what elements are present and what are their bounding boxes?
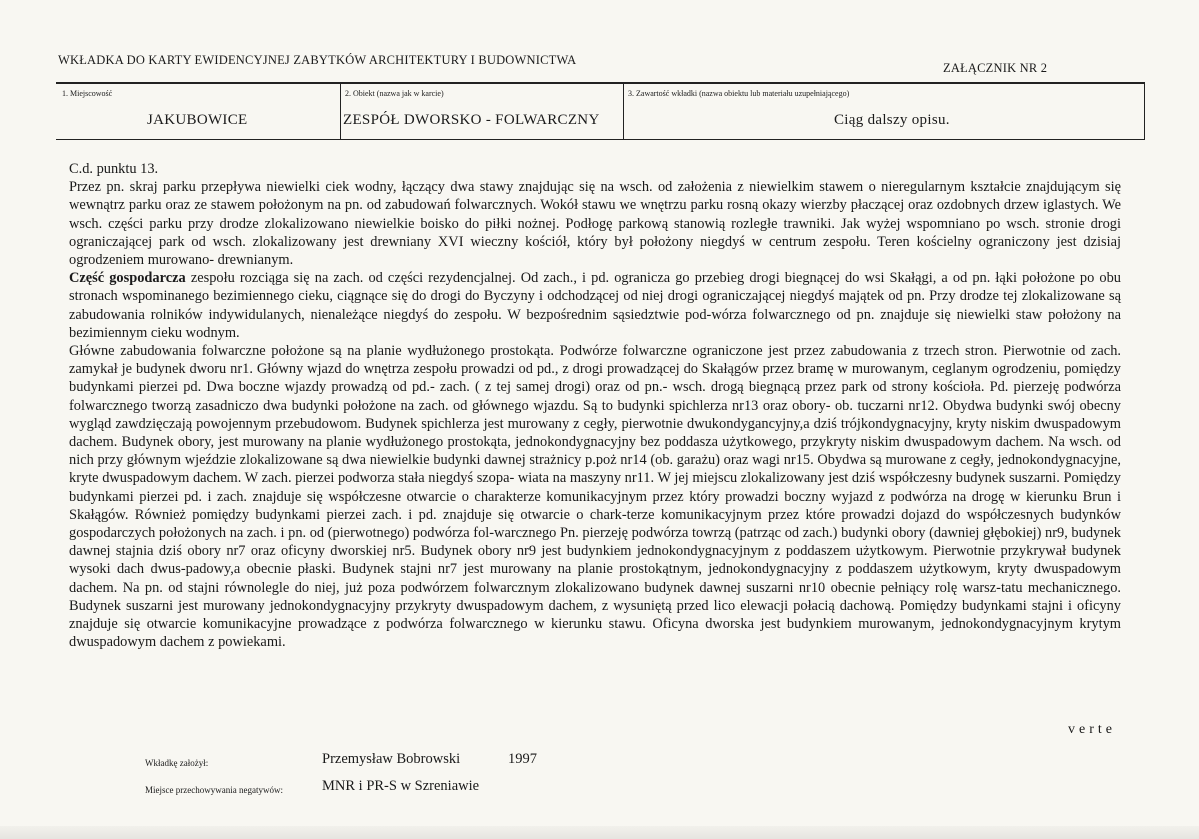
field-value-contents: Ciąg dalszy opisu. xyxy=(834,112,950,128)
document-title: WKŁADKA DO KARTY EWIDENCYJNEJ ZABYTKÓW ARCHITEKTURY I BUDOWNICTWA xyxy=(58,53,577,67)
paragraph-farm-part xyxy=(69,269,1121,342)
field-divider xyxy=(340,84,341,139)
field-divider xyxy=(623,84,624,139)
paragraph-buildings: Główne zabudowania folwarczne położone są na planie wydłużonego prostokąta. Podwórze folwarczne ograniczone jest przez zabudowania z trzech stron. Pierwotnie od zach. zamykał je budynek dworu nr1. Główny wjazd do wnętrza zespołu prowadzi od pd., z drogi prowadzącej do Skałągów przez bramę w murowanym, ceglanym ogrodzeniu, pomiędzy budynkami pierzei pd. Dwa boczne wjazdy prowadzą od pd.- zach. ( z tej samej drogi) oraz od pn.- wsch. drogą biegnącą przez park od strony kościoła. Pd. pierzeję podwórza folwarcznego tworzą zasadniczo dwa budynki położone na zach. od głównego wjazdu. Są to budynki spichlerza nr13 oraz obory- ob. tuczarni nr12. Obydwa budynki swój obecny wygląd zawdzięczają powojennym przebudowom. Budynek spichlerza jest murowany z cegły, pierwotnie dwukondygancyjny,a dziś trójkondygnacyjny, kryty niskim dwuspadowym dachem. Budynek obory, jest murowany na planie wydłużonego prostokąta, jednokondygnacyjny bez poddasza użytkowego, przykryty niskim dwuspadowym dachem. Na wsch. od nich przy głównym wjeździe zlokalizowane są dwa niewielkie budynki dawnej strażnicy p.poż nr14 (ob. garażu) oraz wagi nr15. Obydwa są murowane z cegły, jednokondygnacyjne, kryte dwuspadowym dachem. W zach. pierzei podworza stała niegdyś szopa- wiata na maszyny nr11. W jej miejscu zlokalizowany jest dziś współczesny budynek suszarni. Pomiędzy budynkami pierzei pd. i zach. znajduje się współczesne otwarcie o charakterze komunikacyjnym przez który prowadzi boczny wyjazd z podwórza na drogę w kierunku Brun i Skałągów. Również pomiędzy budynkami pierzei zach. i pd. znajduje się otwarcie o chark-terze komunikacyjnym przez które prowadzi dojazd do współczesnych budynków gospodarczych położonych na zach. i pn. od (pierwotnego) podwórza fol-warcznego Pn. pierzeję podwórza towrzą (patrząc od zach.) budynki obory (dawniej głębokiej) nr9, budynek dawnej stajnia dziś obory nr7 oraz oficyny dworskiej nr5. Budynek obory nr9 jest budynkiem jednokondygnacyjnym z poddaszem użytkowym. Pierwotnie przykrywał budynek wysoki dach dwus-padowy,a obecnie płaski. Budynek stajni nr7 jest murowany na planie prostokątnym, jednokondygnacyjny z poddaszem użytkowym, kryty dwuspadowym dachem. Na pn. od stajni równolegle do niej, już poza podwórzem folwarcznym zlokalizowano budynek dawnej suszarni nr10 obecnie pełniący rolę warsz-tatu mechanicznego. Budynek suszarni jest murowany jednokondygnacyjny przykryty dwuspadowym dachem, z wysuniętą przed lico elewacji połacią dachową. Pomiędzy budynkami stajni i oficyny znajduje się otwarcie komunikacyjne prowadzące z podwórza folwarcznego w kierunku stawu. Oficyna dworska jest budynkiem murowanym, jednokondygnacyjnym krytym dwuspadowym dachem z powiekami. xyxy=(69,343,1121,651)
description-text xyxy=(69,160,1121,651)
paragraph-intro: C.d. punktu 13. xyxy=(69,161,159,177)
field-label-object: 2. Obiekt (nazwa jak w karcie) xyxy=(345,89,444,98)
field-label-locality: 1. Miejscowość xyxy=(62,89,113,98)
verte-note: verte xyxy=(1068,722,1116,737)
section-heading: Część gospodarcza xyxy=(69,270,186,287)
field-value-object: ZESPÓŁ DWORSKO - FOLWARCZNY xyxy=(343,112,600,128)
year: 1997 xyxy=(508,751,537,767)
annex-number: ZAŁĄCZNIK NR 2 xyxy=(943,61,1048,75)
author-name: Przemysław Bobrowski xyxy=(322,751,461,767)
storage-location: MNR i PR-S w Szreniawie xyxy=(322,778,480,794)
storage-label: Miejsce przechowywania negatywów: xyxy=(145,785,283,795)
header-rule-top xyxy=(56,82,1145,84)
field-label-contents: 3. Zawartość wkładki (nazwa obiektu lub materiału uzupełniającego) xyxy=(628,89,850,98)
author-label: Wkładkę założył: xyxy=(145,758,209,768)
paragraph-farm-part-text: zespołu rozciąga się na zach. od części rezydencjalnej. Od zach., i pd. ogranicza go przebieg drogi biegnącej do wsi Skałągi, a od pn. łąki położone po obu stronach wspominanego bezimiennego cieku, ciągnące się do drogi do Byczyny i odchodzącej od niej drogi ograniczającej niegdyś majątek od pn. Przy drodze tej zlokalizowane są zabudowania rolników indywidulanych, nienależące niegdyś do zespołu. W bezpośrednim sąsiedztwie pod-wórza folwarcznego od pn. znajduje się niewielki staw położony na bezimiennym cieku wodnym. xyxy=(69,270,1121,341)
header-rule-bottom xyxy=(56,139,1145,140)
field-divider xyxy=(1144,84,1145,139)
field-value-locality: JAKUBOWICE xyxy=(147,112,248,128)
paragraph-park: Przez pn. skraj parku przepływa niewielki ciek wodny, łączący dwa stawy znajdując się na wsch. od założenia z niewielkim stawem o nieregularnym kształcie znajdującym się wewnątrz parku oraz ze stawem położonym na pn. od zabudowań folwarcznych. Wokół stawu we wnętrzu parku rosną okazy wierzby płaczącej oraz ozdobnych drzew iglastych. We wsch. części parku przy drodze zlokalizowano niewielkie boisko do piłki nożnej. Podłogę parkową stanowią rozległe trawniki. Jak wyżej wspomniano po wsch. stronie drogi ograniczającej park od wsch. zlokalizowany jest drewniany XVI wieczny kościół, który był położony niegdyś w centrum zespołu. Teren kościelny ograniczony jest dzisiaj ogrodzeniem murowano- drewnianym. xyxy=(69,179,1121,269)
card-edge xyxy=(0,826,1199,839)
